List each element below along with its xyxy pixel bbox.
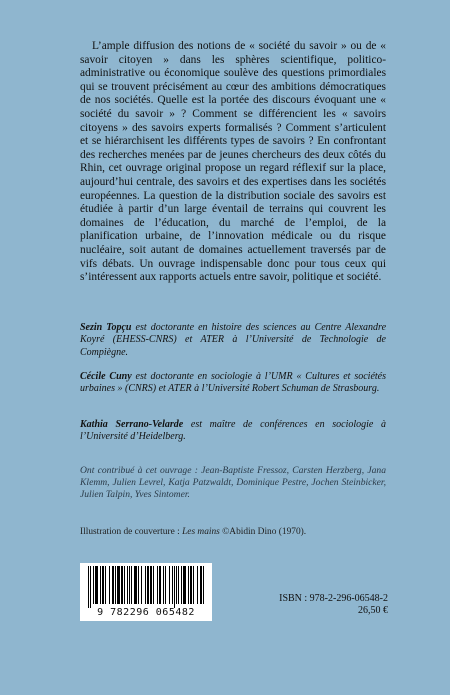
barcode-bar xyxy=(169,566,170,604)
barcode-bar xyxy=(95,566,98,604)
author-name-2: Cécile Cuny xyxy=(80,371,132,382)
barcode-bar xyxy=(145,566,146,604)
barcode-bar xyxy=(174,566,175,608)
price: 26,50 € xyxy=(358,605,388,616)
barcode-bars xyxy=(88,566,204,608)
author-name-1: Sezin Topçu xyxy=(80,322,132,333)
barcode-bar xyxy=(131,566,132,604)
barcode-bar xyxy=(129,566,130,604)
barcode-bar xyxy=(190,566,192,604)
barcode xyxy=(80,563,212,621)
barcode-bar xyxy=(138,566,139,604)
barcode-bar xyxy=(141,566,142,604)
barcode-bar xyxy=(88,566,89,608)
author-bio-2 xyxy=(80,371,386,396)
barcode-bar xyxy=(102,566,104,604)
barcode-bar xyxy=(93,566,94,604)
cover-blurb: L’ample diffusion des notions de « société du savoir » ou de « savoir citoyen » dans les sphères scientifique, politico-administrative ou économique soulève des questions primordiales qui se trouvent précisément au cœur des ambitions démocratiques de nos sociétés. Quelle est la portée des discours évoquant une « société du savoir » ? Comment se différencient les « savoirs citoyens » des savoirs experts formalisés ? Comment s’articulent et se hiérarchisent les différents types de savoirs ? En confrontant des recherches menées par de jeunes chercheurs des deux côtés du Rhin, cet ouvrage original propose un regard réflexif sur la place, aujourd’hui centrale, des savoirs et des expertises dans les sociétés européennes. La question de la distribution sociale des savoirs est étudiée à partir d’un large éventail de terrains qui couvrent les domaines de l’éducation, du marché de l’emploi, de la planification urbaine, de l’innovation médicale ou du risque nucléaire, soit autant de domaines actuellement traversés par de vifs débats. Un ouvrage indispensable donc pour tous ceux qui s’intéressent aux rapports actuels entre savoir, politique et société. xyxy=(80,40,386,284)
barcode-bar xyxy=(183,566,186,604)
illustration-title: Les mains xyxy=(182,527,220,537)
author-bio-1 xyxy=(80,322,386,359)
illustration-suffix: ©Abidin Dino (1970). xyxy=(219,527,307,537)
contributors-list: Ont contribué à cet ouvrage : Jean-Baptiste Fressoz, Carsten Herzberg, Jana Klemm, Julien Levrel, Katja Patzwaldt, Dominique Pestre, Jochen Steinbicker, Julien Talpin, Yves Sintomer. xyxy=(80,465,386,500)
barcode-bar xyxy=(100,566,101,604)
barcode-bar xyxy=(178,566,179,604)
barcode-digits: 9 782296 065482 xyxy=(97,607,195,618)
barcode-bar xyxy=(115,566,116,604)
barcode-bar xyxy=(112,566,114,604)
barcode-bar xyxy=(109,566,110,604)
barcode-bar xyxy=(105,566,106,604)
barcode-bar xyxy=(153,566,154,604)
barcode-bar xyxy=(172,566,173,604)
barcode-bar xyxy=(150,566,152,604)
author-bio-text-1: est doctorante en histoire des sciences au Centre Alexandre Koyré (EHESS-CNRS) et ATER à l’Université de Technologie de Compiègne. xyxy=(80,322,387,358)
barcode-bar xyxy=(203,566,204,604)
barcode-bar xyxy=(147,566,149,604)
illustration-prefix: Illustration de couverture : xyxy=(80,527,183,537)
barcode-bar xyxy=(188,566,189,604)
barcode-bar xyxy=(181,566,182,604)
barcode-bar xyxy=(163,566,164,604)
barcode-bar xyxy=(176,566,177,604)
isbn-block xyxy=(279,593,388,617)
author-bio-text-2: est doctorante en sociologie à l’UMR « Cultures et sociétés urbaines » (CNRS) et ATER à l’Université Robert Schuman de Strasbourg. xyxy=(80,371,386,395)
barcode-bar xyxy=(157,566,158,604)
barcode-bar xyxy=(200,566,202,604)
illustration-credit xyxy=(80,526,400,538)
barcode-bar xyxy=(121,566,123,604)
author-name-3: Kathia Serrano-Velarde xyxy=(80,419,184,430)
barcode-bar xyxy=(90,566,91,608)
barcode-bar xyxy=(127,566,128,604)
barcode-bar xyxy=(124,566,125,604)
barcode-bar xyxy=(134,566,137,604)
author-bio-text-3: est maître de conférences en sociologie à l’Université d’Heidelberg. xyxy=(80,419,386,443)
barcode-bar xyxy=(197,566,198,604)
barcode-bar xyxy=(193,566,194,604)
barcode-bar xyxy=(165,566,166,604)
barcode-bar xyxy=(159,566,161,604)
isbn-label: ISBN : 978-2-296-06548-2 xyxy=(279,593,388,604)
barcode-bar xyxy=(117,566,120,604)
author-bio-3 xyxy=(80,419,386,444)
